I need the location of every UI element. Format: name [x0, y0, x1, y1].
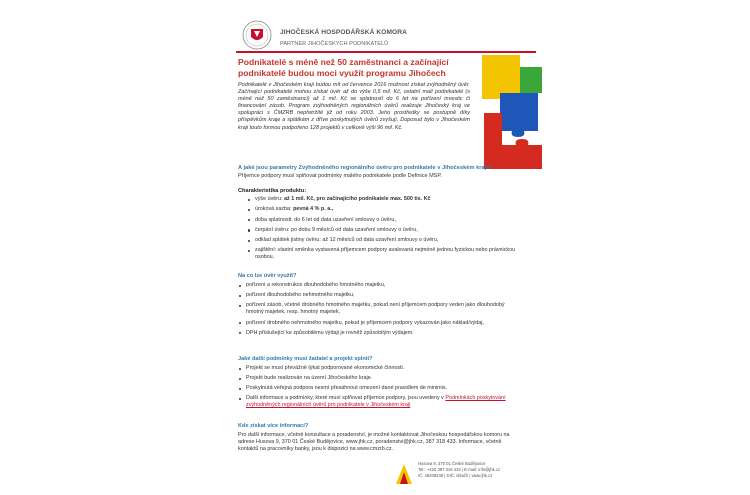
list-item: Projekt bude realizován na území Jihočeského kraje.	[246, 375, 518, 382]
list-item: Další informace a podmínky, které musí splňovat příjemce podpory, jsou uvedeny v Podmínkách poskytování zvýhodněných regionálních úvěrů pro podnikatele v Jihočeském kraji	[246, 395, 518, 409]
bullet-icon	[248, 209, 250, 211]
chamber-footer-logo	[394, 462, 414, 486]
document-page	[222, 0, 534, 495]
bullet-icon	[239, 378, 241, 380]
list-item: pořízení zásob, včetně drobného hmotného majetku, pokud není příjemcem podpory veden jako dlouhodobý hmotný majetek, resp. hmotný majetek,	[246, 302, 518, 316]
list-item: čerpání úvěru: po dobu 9 měsíců od data uzavření smlouvy o úvěru,	[255, 227, 520, 234]
list-item: odklad splátek jistiny úvěru: až 12 měsíců od data uzavření smlouvy o úvěru,	[255, 237, 520, 244]
article-intro: Podnikatelé v Jihočeském kraji budou mít od července 2016 možnost získat zvýhodněný úvěr. Začínající podnikatelé mohou získat úvěr až do výše 0,5 mil. Kč, ostatní malí podnikatelé (s méně než 50 zaměstnanci) až 1 mil. Kč se splatností do 6 let na pořízení investic či financování zásob. Program zvýhodněných regionálních úvěrů realizuje Jihočeský kraj ve spolupráci s ČMZRB nepřetržitě již od roku 2003. Jeho prostředky se postupně díky příspěvkům kraje a splátkám z dříve poskytnutých úvěrů zvyšují. Doposud bylo v Jihočeském kraji touto formou podpořeno 128 projektů v celkové výši 96 mil. Kč.	[238, 82, 470, 131]
bullet-icon	[239, 285, 241, 287]
bullet-icon	[239, 368, 241, 370]
org-tagline: PARTNER JIHOČESKÝCH PODNIKATELŮ	[280, 41, 389, 47]
list-item: pořízení drobného nehmotného majetku, pokud je příjemcem podpory vykazován jako náklad/výdaj,	[246, 320, 518, 327]
list-item: pořízení a rekonstrukce dlouhodobého hmotného majetku,	[246, 282, 518, 289]
contact-text: Pro další informace, včetně konzultace a poradenství, je možné kontaktovat Jihočeskou hospodářskou komoru na adrese Husova 9, 370 01 České Budějovice, www.jhk.cz, poradenstvi@jhk.cz, 387 318 433. Informace, včetně kontaktů na pracovníky banky, jsou k dispozici na www.cmzrb.cz.	[238, 432, 510, 452]
bullet-icon	[239, 398, 241, 400]
bullet-icon	[248, 229, 250, 231]
list-item: Poskytnutá veřejná podpora nesmí přesáhnout omezení dané pravidlem de minimis.	[246, 385, 518, 392]
footer-ids-web: IČ: 48208248 | DIČ: nitlačh | www.jhk.cz	[418, 473, 493, 478]
org-name: JIHOČESKÁ HOSPODÁŘSKÁ KOMORA	[280, 29, 407, 36]
puzzle-pieces-image	[480, 53, 544, 171]
list-item: úroková sazba: pevná 4 % p. a.,	[255, 206, 520, 213]
bullet-icon	[248, 219, 250, 221]
footer-address: Husova 9, 370 01 České Budějovice	[418, 461, 486, 466]
list-item: DPH příslušející ke způsobilému výdaji je rovněž způsobilým výdajem.	[246, 330, 518, 337]
list-item: Projekt se musí převážně týkat podporované ekonomické činnosti.	[246, 365, 518, 372]
parameters-text: Příjemce podpory musí splňovat podmínky malého podnikatele podle Definice MSP.	[238, 173, 442, 179]
section-heading-conditions: Jaké další podmínky musí žadatel a projekt splnit?	[238, 356, 373, 362]
bullet-icon	[248, 250, 250, 252]
conditions-list	[246, 365, 518, 412]
article-title: Podnikatelé s méně než 50 zaměstnanci a začínající podnikatelé budou moci využít programu Jihočech	[238, 57, 449, 78]
bullet-icon	[239, 322, 241, 324]
conditions-link[interactable]: Podmínkách poskytování zvýhodněných regionálních úvěrů pro podnikatele v Jihočeském kraji	[246, 395, 506, 408]
section-heading-more-info: Kde získat více informací?	[238, 423, 309, 429]
product-characteristics-heading: Charakteristika produktu:	[238, 188, 307, 194]
list-item: doba splatnosti: do 6 let od data uzavření smlouvy o úvěru,	[255, 217, 520, 224]
list-item: zajištění: vlastní směnka vystavená příjemcem podpory avalovaná nejméně jednou fyzickou nebo právnickou osobou.	[255, 247, 520, 261]
bullet-icon	[239, 332, 241, 334]
list-item: výše úvěru: až 1 mil. Kč, pro začínajícího podnikatele max. 500 tis. Kč	[255, 196, 520, 203]
usage-list	[246, 282, 518, 340]
list-item: pořízení dlouhodobého nehmotného majetku,	[246, 292, 518, 299]
product-characteristics-list	[255, 196, 520, 265]
chamber-seal-logo	[242, 20, 272, 50]
section-heading-parameters: A jaké jsou parametry Zvýhodněného regionálního úvěru pro podnikatele v Jihočeském kraji?	[238, 165, 492, 171]
footer-phone-email: Tel.: +420 387 318 433 | E-mail: info@jhk.cz	[418, 467, 501, 472]
bullet-icon	[239, 305, 241, 307]
bullet-icon	[248, 199, 250, 201]
bullet-icon	[239, 295, 241, 297]
bullet-icon	[239, 388, 241, 390]
bullet-icon	[248, 240, 250, 242]
footer-contacts	[418, 461, 500, 479]
section-heading-usage: Na co lze úvěr využít?	[238, 273, 297, 279]
